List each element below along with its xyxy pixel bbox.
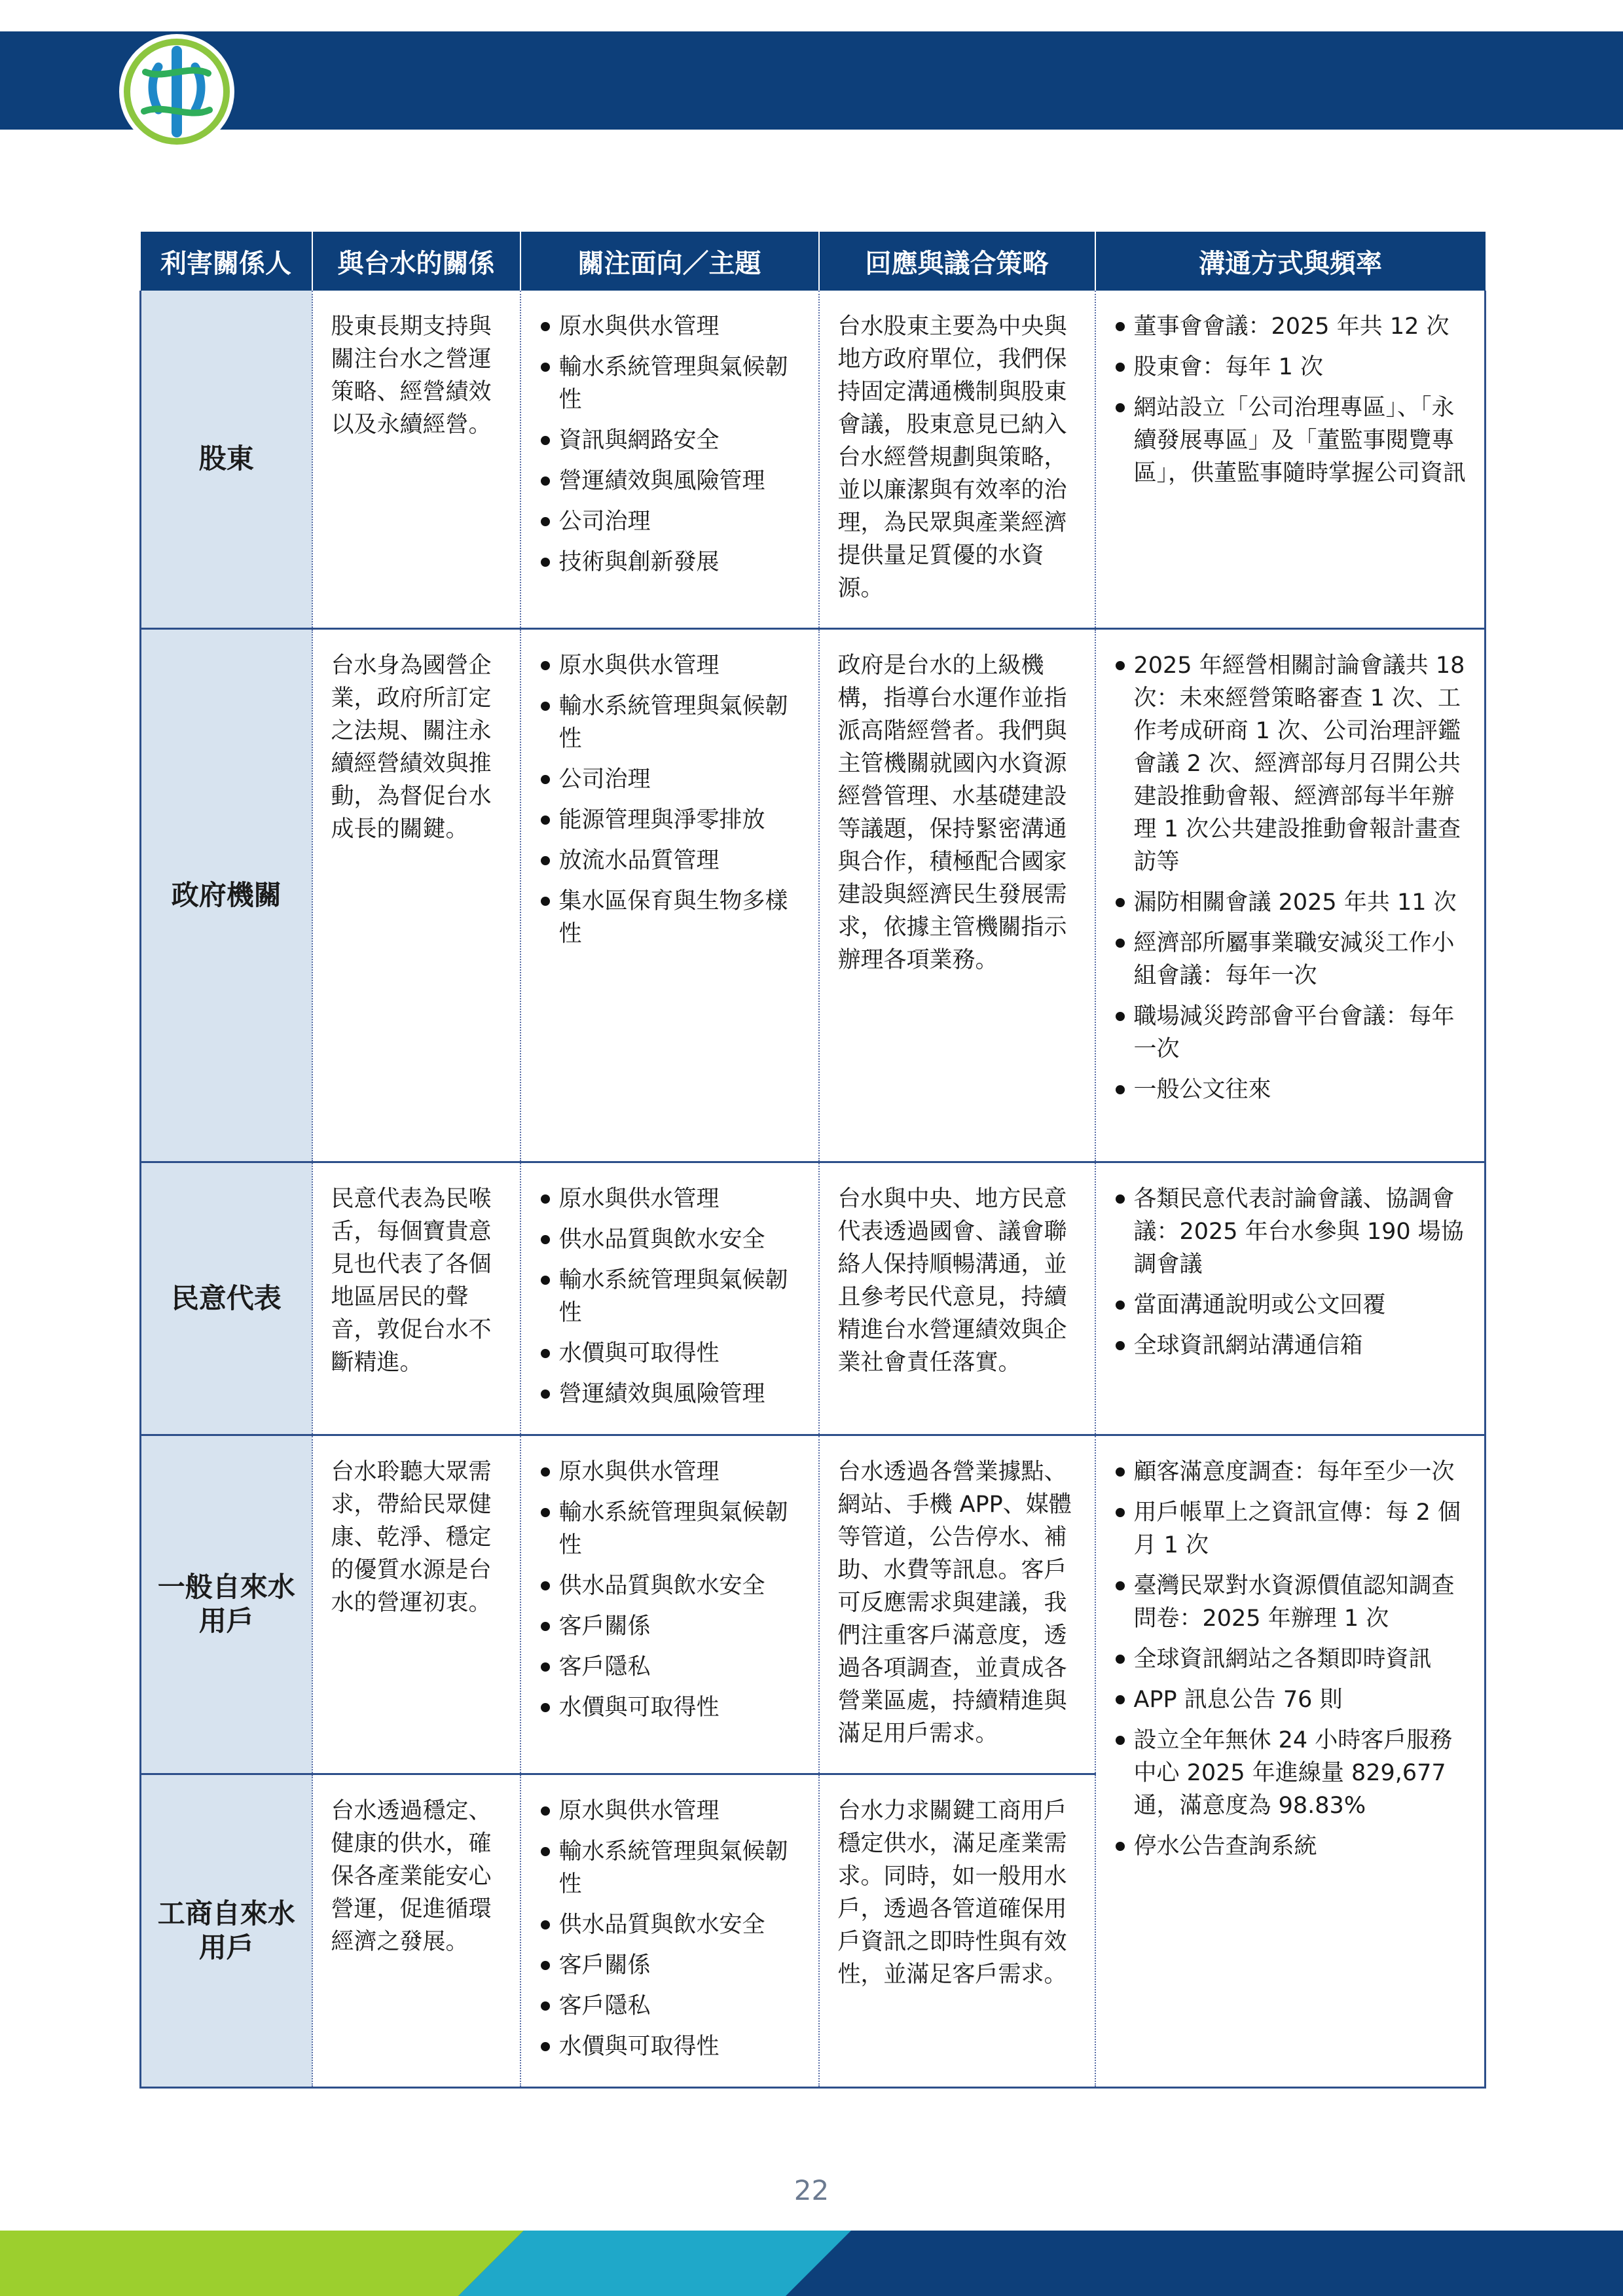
list-item: 客戶關係 [539,1610,803,1643]
communication-list [1114,1456,1469,1863]
topics-list [539,310,803,579]
list-item: 一般公文往來 [1114,1073,1469,1106]
list-item: 水價與可取得性 [539,1691,803,1724]
stakeholder-name: 民意代表 [141,1162,312,1435]
table-row [141,1162,1486,1435]
footer-decoration [0,2231,1623,2296]
communication-list [1114,1183,1469,1362]
column-header: 關注面向／主題 [520,232,819,291]
list-item: 2025 年經營相關討論會議共 18 次：未來經營策略審查 1 次、工作考成研商 1 次、公司治理評鑑會議 2 次、經濟部每月召開公共建設推動會報、經濟部每半年辦理 1 次公共建設推動會報計畫查訪等 [1114,649,1469,878]
list-item: 原水與供水管理 [539,310,803,343]
list-item: 公司治理 [539,763,803,796]
topics-cell [520,1435,819,1774]
list-item: 顧客滿意度調查：每年至少一次 [1114,1456,1469,1488]
list-item: 供水品質與飲水安全 [539,1223,803,1256]
stakeholder-name: 一般自來水用戶 [141,1435,312,1774]
column-header: 溝通方式與頻率 [1095,232,1486,291]
communication-list [1114,649,1469,1106]
list-item: 輸水系統管理與氣候韌性 [539,1264,803,1329]
list-item: 臺灣民眾對水資源價值認知調查問卷：2025 年辦理 1 次 [1114,1570,1469,1635]
column-header: 利害關係人 [141,232,312,291]
list-item: APP 訊息公告 76 則 [1114,1683,1469,1716]
strategy-text: 台水力求關鍵工商用戶穩定供水，滿足產業需求。同時，如一般用水戶，透過各管道確保用戶資訊之即時性與有效性，並滿足客戶需求。 [837,1797,1067,1988]
list-item: 供水品質與飲水安全 [539,1909,803,1941]
list-item: 水價與可取得性 [539,1337,803,1370]
list-item: 停水公告查詢系統 [1114,1830,1469,1863]
column-header: 與台水的關係 [312,232,520,291]
relationship-text: 台水身為國營企業，政府所訂定之法規、關注永續經營績效與推動，為督促台水成長的關鍵。 [331,652,492,842]
list-item: 技術與創新發展 [539,546,803,579]
table-row [141,291,1486,628]
strategy-text: 台水與中央、地方民意代表透過國會、議會聯絡人保持順暢溝通，並且參考民代意見，持續精進台水營運績效與企業社會責任落實。 [837,1185,1067,1376]
strategy-cell [819,1435,1095,1774]
list-item: 設立全年無休 24 小時客戶服務中心 2025 年進線量 829,677 通，滿意度為 98.83% [1114,1724,1469,1822]
list-item: 水價與可取得性 [539,2030,803,2063]
topics-list [539,649,803,950]
list-item: 股東會：每年 1 次 [1114,351,1469,384]
list-item: 網站設立「公司治理專區」、「永續發展專區」及「董監事閱覽專區」，供董監事隨時掌握公司資訊 [1114,391,1469,490]
list-item: 輸水系統管理與氣候韌性 [539,1496,803,1562]
list-item: 各類民意代表討論會議、協調會議：2025 年台水參與 190 場協調會議 [1114,1183,1469,1281]
list-item: 職場減災跨部會平台會議：每年一次 [1114,1000,1469,1066]
relationship-cell [312,628,520,1162]
list-item: 放流水品質管理 [539,844,803,877]
strategy-text: 政府是台水的上級機構，指導台水運作並指派高階經營者。我們與主管機關就國內水資源經營管理、水基礎建設等議題，保持緊密溝通與合作，積極配合國家建設與經濟民生發展需求，依據主管機關指示辦理各項業務。 [837,652,1067,973]
topics-list [539,1456,803,1724]
topics-cell [520,291,819,628]
list-item: 董事會會議：2025 年共 12 次 [1114,310,1469,343]
stakeholder-name: 工商自來水用戶 [141,1774,312,2087]
relationship-text: 台水透過穩定、健康的供水，確保各產業能安心營運，促進循環經濟之發展。 [331,1797,492,1955]
taiwan-water-logo-icon [118,33,236,151]
communication-cell [1095,628,1486,1162]
stakeholder-name: 股東 [141,291,312,628]
relationship-cell [312,1774,520,2087]
column-header: 回應與議合策略 [819,232,1095,291]
list-item: 漏防相關會議 2025 年共 11 次 [1114,886,1469,919]
strategy-cell [819,1162,1095,1435]
list-item: 用戶帳單上之資訊宣傳：每 2 個月 1 次 [1114,1496,1469,1562]
list-item: 原水與供水管理 [539,1183,803,1215]
topics-cell [520,1162,819,1435]
strategy-text: 台水透過各營業據點、網站、手機 APP、媒體等管道，公告停水、補助、水費等訊息。客戶可反應需求與建議，我們注重客戶滿意度，透過各項調查，並責成各營業區處，持續精進與滿足用戶需求。 [837,1458,1072,1747]
list-item: 全球資訊網站之各類即時資訊 [1114,1643,1469,1676]
list-item: 客戶隱私 [539,1651,803,1683]
list-item: 全球資訊網站溝通信箱 [1114,1329,1469,1362]
list-item: 原水與供水管理 [539,649,803,682]
strategy-text: 台水股東主要為中央與地方政府單位，我們保持固定溝通機制與股東會議，股東意見已納入台水經營規劃與策略，並以廉潔與有效率的治理，為民眾與產業經濟提供量足質優的水資源。 [837,314,1067,601]
relationship-cell [312,291,520,628]
stakeholder-name: 政府機關 [141,628,312,1162]
header-band [0,31,1623,130]
topics-list [539,1795,803,2063]
list-item: 輸水系統管理與氣候韌性 [539,690,803,755]
relationship-text: 股東長期支持與關注台水之營運策略、經營績效以及永續經營。 [331,314,492,438]
relationship-text: 民意代表為民喉舌，每個寶貴意見也代表了各個地區居民的聲音，敦促台水不斷精進。 [331,1185,492,1376]
relationship-text: 台水聆聽大眾需求，帶給民眾健康、乾淨、穩定的優質水源是台水的營運初衷。 [331,1458,492,1616]
topics-cell [520,1774,819,2087]
list-item: 營運績效與風險管理 [539,1378,803,1410]
communication-cell [1095,1435,1486,2087]
communication-cell [1095,1162,1486,1435]
strategy-cell [819,628,1095,1162]
table-row [141,1435,1486,1774]
relationship-cell [312,1162,520,1435]
list-item: 資訊與網路安全 [539,424,803,457]
list-item: 輸水系統管理與氣候韌性 [539,351,803,416]
list-item: 當面溝通說明或公文回覆 [1114,1289,1469,1321]
list-item: 輸水系統管理與氣候韌性 [539,1835,803,1901]
list-item: 營運績效與風險管理 [539,465,803,497]
strategy-cell [819,291,1095,628]
relationship-cell [312,1435,520,1774]
communication-list [1114,310,1469,490]
table-header-row [141,232,1486,291]
list-item: 客戶隱私 [539,1990,803,2022]
strategy-cell [819,1774,1095,2087]
page-number: 22 [793,2174,830,2206]
topics-cell [520,628,819,1162]
list-item: 經濟部所屬事業職安減災工作小組會議：每年一次 [1114,927,1469,992]
list-item: 公司治理 [539,505,803,538]
table-row [141,628,1486,1162]
list-item: 集水區保育與生物多樣性 [539,885,803,950]
list-item: 客戶關係 [539,1949,803,1982]
list-item: 供水品質與飲水安全 [539,1570,803,1602]
stakeholder-table [139,232,1484,2089]
list-item: 原水與供水管理 [539,1456,803,1488]
list-item: 能源管理與淨零排放 [539,804,803,836]
communication-cell [1095,291,1486,628]
topics-list [539,1183,803,1410]
list-item: 原水與供水管理 [539,1795,803,1827]
